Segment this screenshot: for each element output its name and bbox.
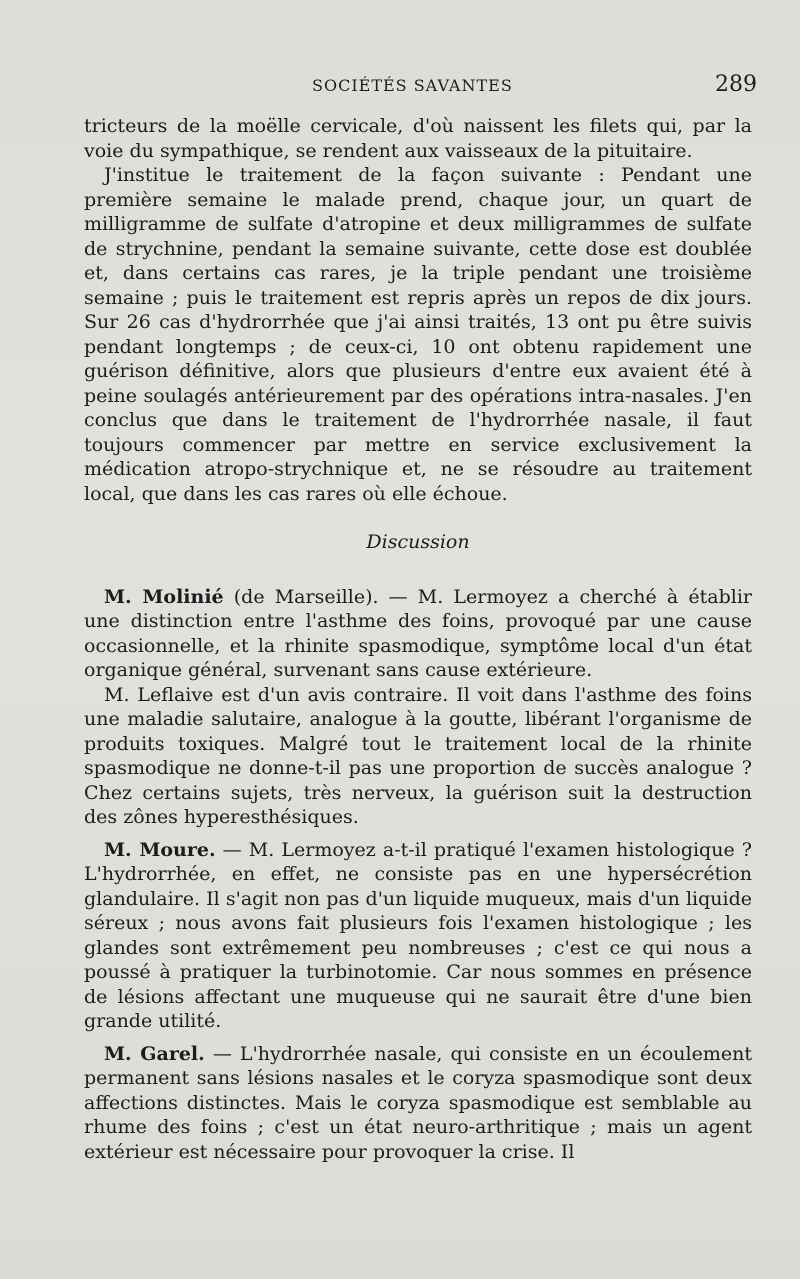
body-text — [84, 114, 752, 1164]
paragraph: M. Leflaive est d'un avis contraire. Il voit dans l'asthme des foins une maladie salutaire, analogue à la goutte, libérant l'organisme de produits toxiques. Malgré tout le traitement local de la rhinite spasmodique ne donne-t-il pas une proportion de succès analogue ? Chez certains sujets, très nerveux, la guérison suit la destruction des zônes hyperesthésiques. — [84, 683, 752, 828]
running-title: SOCIÉTÉS SAVANTES — [312, 76, 513, 95]
paragraph — [84, 838, 752, 1034]
page-number: 289 — [715, 72, 757, 97]
page-header — [0, 70, 800, 100]
paragraph: J'institue le traitement de la façon suivante : Pendant une première semaine le malade prend, chaque jour, un quart de milligramme de sulfate d'atropine et deux milligrammes de sulfate de strychnine, pendant la semaine suivante, cette dose est doublée et, dans certains cas rares, je la triple pendant une troisième semaine ; puis le traitement est repris après un repos de dix jours. Sur 26 cas d'hydrorrhée que j'ai ainsi traités, 13 ont pu être suivis pendant longtemps ; de ceux-ci, 10 ont obtenu rapidement une guérison définitive, alors que plusieurs d'entre eux avaient été à peine soulagés antérieurement par des opérations intra-nasales. J'en conclus que dans le traitement de l'hydrorrhée nasale, il faut toujours commencer par mettre en service exclusivement la médication atropo-strychnique et, ne se résoudre au traitement local, que dans les cas rares où elle échoue. — [84, 164, 752, 505]
paragraph — [84, 1042, 752, 1165]
speaker-name: M. Molinié — [104, 585, 224, 608]
section-heading: Discussion — [366, 531, 470, 553]
speaker-text: (de Marseille). — M. Lermoyez a cherché à établir une distinction entre l'asthme des foins, provoqué par une cause occasionnelle, et la rhinite spasmodique, symptôme local d'un état organique général, survenant sans cause extérieure. — [84, 585, 752, 681]
speaker-text: — M. Lermoyez a-t-il pratiqué l'examen histologique ? L'hydrorrhée, en effet, ne consiste pas en une hypersécrétion glandulaire. Il s'agit non pas d'un liquide muqueux, mais d'un liquide séreux ; nous avons fait plusieurs fois l'examen histologique ; les glandes sont extrêmement peu nombreuses ; c'est ce qui nous a poussé à pratiquer la turbinotomie. Car nous sommes en présence de lésions affectant une muqueuse qui ne saurait être d'une bien grande utilité. — [84, 838, 752, 1032]
paragraph: tricteurs de la moëlle cervicale, d'où naissent les filets qui, par la voie du sympathique, se rendent aux vaisseaux de la pituitaire. — [84, 115, 752, 162]
speaker-name: M. Moure. — [104, 838, 216, 861]
speaker-text: — L'hydrorrhée nasale, qui consiste en un écoulement permanent sans lésions nasales et le coryza spasmodique sont deux affections distinctes. Mais le coryza spasmodique est semblable au rhume des foins ; c'est un état neuro-arthritique ; mais un agent extérieur est nécessaire pour provoquer la crise. Il — [84, 1042, 752, 1163]
paragraph — [84, 585, 752, 683]
speaker-name: M. Garel. — [104, 1042, 205, 1065]
